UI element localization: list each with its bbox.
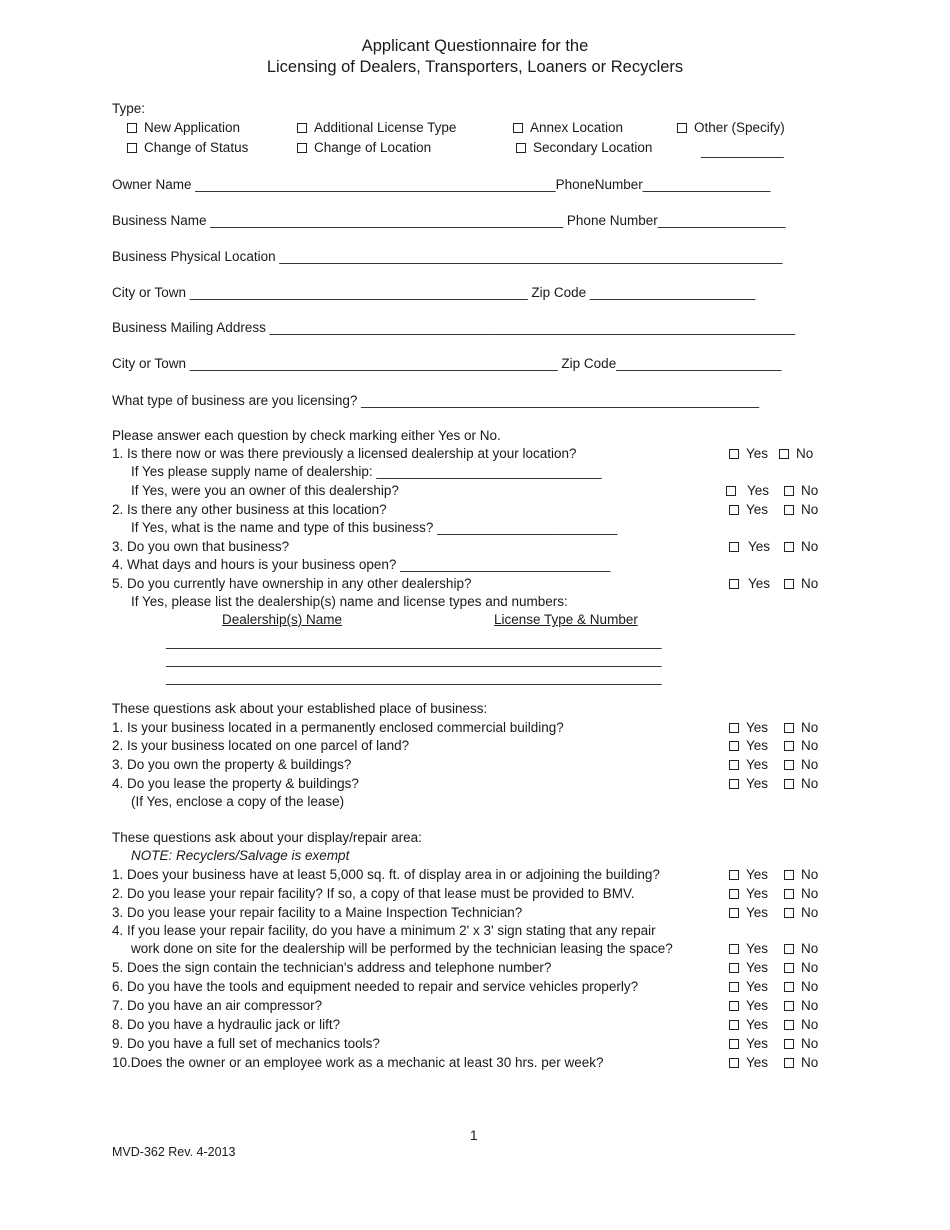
type-option-secondary-location[interactable]: Secondary Location (516, 139, 652, 157)
physical-location-field[interactable]: Business Physical Location ___________________________________________________________________ (112, 249, 783, 264)
yes-no-group: Yes No (729, 719, 818, 737)
yes-no-group: Yes No (729, 501, 818, 519)
form-id: MVD-362 Rev. 4-2013 (112, 1145, 236, 1159)
s1-q3: 3. Do you own that business? (112, 539, 290, 554)
s3-q9: 9. Do you have a full set of mechanics tools? (112, 1036, 380, 1051)
s3-q1: 1. Does your business have at least 5,000 sq. ft. of display area in or adjoining the building? (112, 867, 660, 882)
city-zip-field-1[interactable]: City or Town _____________________________________________ Zip Code ______________________ (112, 285, 756, 300)
no-checkbox[interactable] (784, 505, 794, 515)
no-checkbox[interactable] (784, 944, 794, 954)
yes-checkbox[interactable] (729, 542, 739, 552)
yes-no-group: Yes No (729, 940, 818, 958)
no-checkbox[interactable] (784, 741, 794, 751)
yes-no-group: Yes No (729, 775, 818, 793)
dealership-entry-line[interactable]: __________________________________________________________________ (166, 670, 662, 685)
s2-q4a: (If Yes, enclose a copy of the lease) (131, 794, 345, 809)
mailing-address-field[interactable]: Business Mailing Address ______________________________________________________________________ (112, 320, 796, 335)
yes-checkbox[interactable] (729, 723, 739, 733)
s1-q2a-field[interactable]: If Yes, what is the name and type of this business? ________________________ (131, 520, 618, 535)
yes-no-group: Yes No (729, 445, 813, 463)
yes-no-group: Yes No (729, 1054, 818, 1072)
yes-checkbox[interactable] (726, 486, 736, 496)
no-checkbox[interactable] (784, 963, 794, 973)
type-option-new-application[interactable]: New Application (127, 119, 240, 137)
dealership-entry-line[interactable]: __________________________________________________________________ (166, 652, 662, 667)
city-zip-field-2[interactable]: City or Town _________________________________________________ Zip Code______________________ (112, 356, 782, 371)
yes-checkbox[interactable] (729, 982, 739, 992)
yes-checkbox[interactable] (729, 963, 739, 973)
no-checkbox[interactable] (784, 579, 794, 589)
other-specify-field[interactable]: ___________ (701, 143, 784, 158)
s1-q1a-field[interactable]: If Yes please supply name of dealership: ______________________________ (131, 464, 602, 479)
section3-note: NOTE: Recyclers/Salvage is exempt (131, 848, 350, 863)
yes-checkbox[interactable] (729, 1058, 739, 1068)
business-name-field[interactable]: Business Name _______________________________________________ Phone Number_________________ (112, 213, 786, 228)
yes-no-group: Yes No (729, 737, 818, 755)
type-option-additional-license[interactable]: Additional License Type (297, 119, 456, 137)
yes-no-group: Yes No (729, 904, 818, 922)
yes-checkbox[interactable] (729, 579, 739, 589)
no-checkbox[interactable] (784, 1001, 794, 1011)
yes-no-group: Yes No (729, 866, 818, 884)
yes-checkbox[interactable] (729, 1039, 739, 1049)
yes-no-group: Yes No (729, 575, 818, 593)
s1-q4-field[interactable]: 4. What days and hours is your business open? ____________________________ (112, 557, 611, 572)
section3-intro: These questions ask about your display/repair area: (112, 830, 422, 845)
s1-q1b: If Yes, were you an owner of this dealership? (131, 483, 399, 498)
yes-checkbox[interactable] (729, 1020, 739, 1030)
yes-no-group: Yes No (729, 885, 818, 903)
yes-checkbox[interactable] (729, 779, 739, 789)
dealership-entry-line[interactable]: __________________________________________________________________ (166, 634, 662, 649)
s1-q5: 5. Do you currently have ownership in any other dealership? (112, 576, 472, 591)
checkbox-icon[interactable] (516, 143, 526, 153)
s2-q2: 2. Is your business located on one parcel of land? (112, 738, 410, 753)
checkbox-icon[interactable] (513, 123, 523, 133)
s2-q3: 3. Do you own the property & buildings? (112, 757, 352, 772)
yes-no-group: Yes No (726, 482, 818, 500)
type-option-other[interactable]: Other (Specify) (677, 119, 785, 137)
s3-q4: 4. If you lease your repair facility, do you have a minimum 2' x 3' sign stating that any repair (112, 923, 656, 938)
s3-q3: 3. Do you lease your repair facility to a Maine Inspection Technician? (112, 905, 523, 920)
yes-no-group: Yes No (729, 978, 818, 996)
s3-q2: 2. Do you lease your repair facility? If so, a copy of that lease must be provided to BMV. (112, 886, 635, 901)
s1-q1: 1. Is there now or was there previously a licensed dealership at your location? (112, 446, 577, 461)
no-checkbox[interactable] (784, 1020, 794, 1030)
yes-checkbox[interactable] (729, 908, 739, 918)
yes-checkbox[interactable] (729, 449, 739, 459)
title-line-1: Applicant Questionnaire for the (361, 37, 589, 55)
no-checkbox[interactable] (784, 1058, 794, 1068)
no-checkbox[interactable] (784, 760, 794, 770)
checkbox-icon[interactable] (127, 143, 137, 153)
yes-checkbox[interactable] (729, 889, 739, 899)
yes-checkbox[interactable] (729, 505, 739, 515)
yes-checkbox[interactable] (729, 741, 739, 751)
s3-q6: 6. Do you have the tools and equipment needed to repair and service vehicles properly? (112, 979, 639, 994)
s2-q1: 1. Is your business located in a permanently enclosed commercial building? (112, 720, 564, 735)
no-checkbox[interactable] (784, 1039, 794, 1049)
no-checkbox[interactable] (779, 449, 789, 459)
type-option-change-of-status[interactable]: Change of Status (127, 139, 248, 157)
s2-q4: 4. Do you lease the property & buildings? (112, 776, 359, 791)
checkbox-icon[interactable] (297, 143, 307, 153)
type-label: Type: (112, 101, 146, 116)
type-option-annex-location[interactable]: Annex Location (513, 119, 623, 137)
no-checkbox[interactable] (784, 723, 794, 733)
yes-checkbox[interactable] (729, 870, 739, 880)
yes-no-group: Yes No (729, 538, 818, 556)
s3-q5: 5. Does the sign contain the technician's address and telephone number? (112, 960, 552, 975)
s3-q4b: work done on site for the dealership will be performed by the technician leasing the space? (131, 941, 673, 956)
no-checkbox[interactable] (784, 908, 794, 918)
s3-q8: 8. Do you have a hydraulic jack or lift? (112, 1017, 341, 1032)
yes-no-group: Yes No (729, 1016, 818, 1034)
yes-no-group: Yes No (729, 756, 818, 774)
s3-q7: 7. Do you have an air compressor? (112, 998, 323, 1013)
license-type-header: License Type & Number (494, 612, 638, 627)
s1-q2: 2. Is there any other business at this location? (112, 502, 387, 517)
no-checkbox[interactable] (784, 486, 794, 496)
s1-q5a: If Yes, please list the dealership(s) name and license types and numbers: (131, 594, 568, 609)
no-checkbox[interactable] (784, 542, 794, 552)
no-checkbox[interactable] (784, 870, 794, 880)
title-line-2: Licensing of Dealers, Transporters, Loaners or Recyclers (266, 58, 684, 76)
no-checkbox[interactable] (784, 982, 794, 992)
dealership-name-header: Dealership(s) Name (222, 612, 343, 627)
yes-no-group: Yes No (729, 1035, 818, 1053)
yes-no-group: Yes No (729, 959, 818, 977)
yes-checkbox[interactable] (729, 944, 739, 954)
type-option-change-of-location[interactable]: Change of Location (297, 139, 431, 157)
s3-q10: 10.Does the owner or an employee work as a mechanic at least 30 hrs. per week? (112, 1055, 604, 1070)
section2-intro: These questions ask about your established place of business: (112, 701, 488, 716)
yes-checkbox[interactable] (729, 760, 739, 770)
checkbox-icon[interactable] (127, 123, 137, 133)
yes-no-group: Yes No (729, 997, 818, 1015)
owner-name-field[interactable]: Owner Name ________________________________________________PhoneNumber_________________ (112, 177, 771, 192)
business-type-field[interactable]: What type of business are you licensing? _____________________________________________________ (112, 393, 760, 408)
no-checkbox[interactable] (784, 779, 794, 789)
checkbox-icon[interactable] (677, 123, 687, 133)
yes-checkbox[interactable] (729, 1001, 739, 1011)
section1-intro: Please answer each question by check marking either Yes or No. (112, 428, 501, 443)
checkbox-icon[interactable] (297, 123, 307, 133)
no-checkbox[interactable] (784, 889, 794, 899)
page-number: 1 (470, 1128, 478, 1143)
